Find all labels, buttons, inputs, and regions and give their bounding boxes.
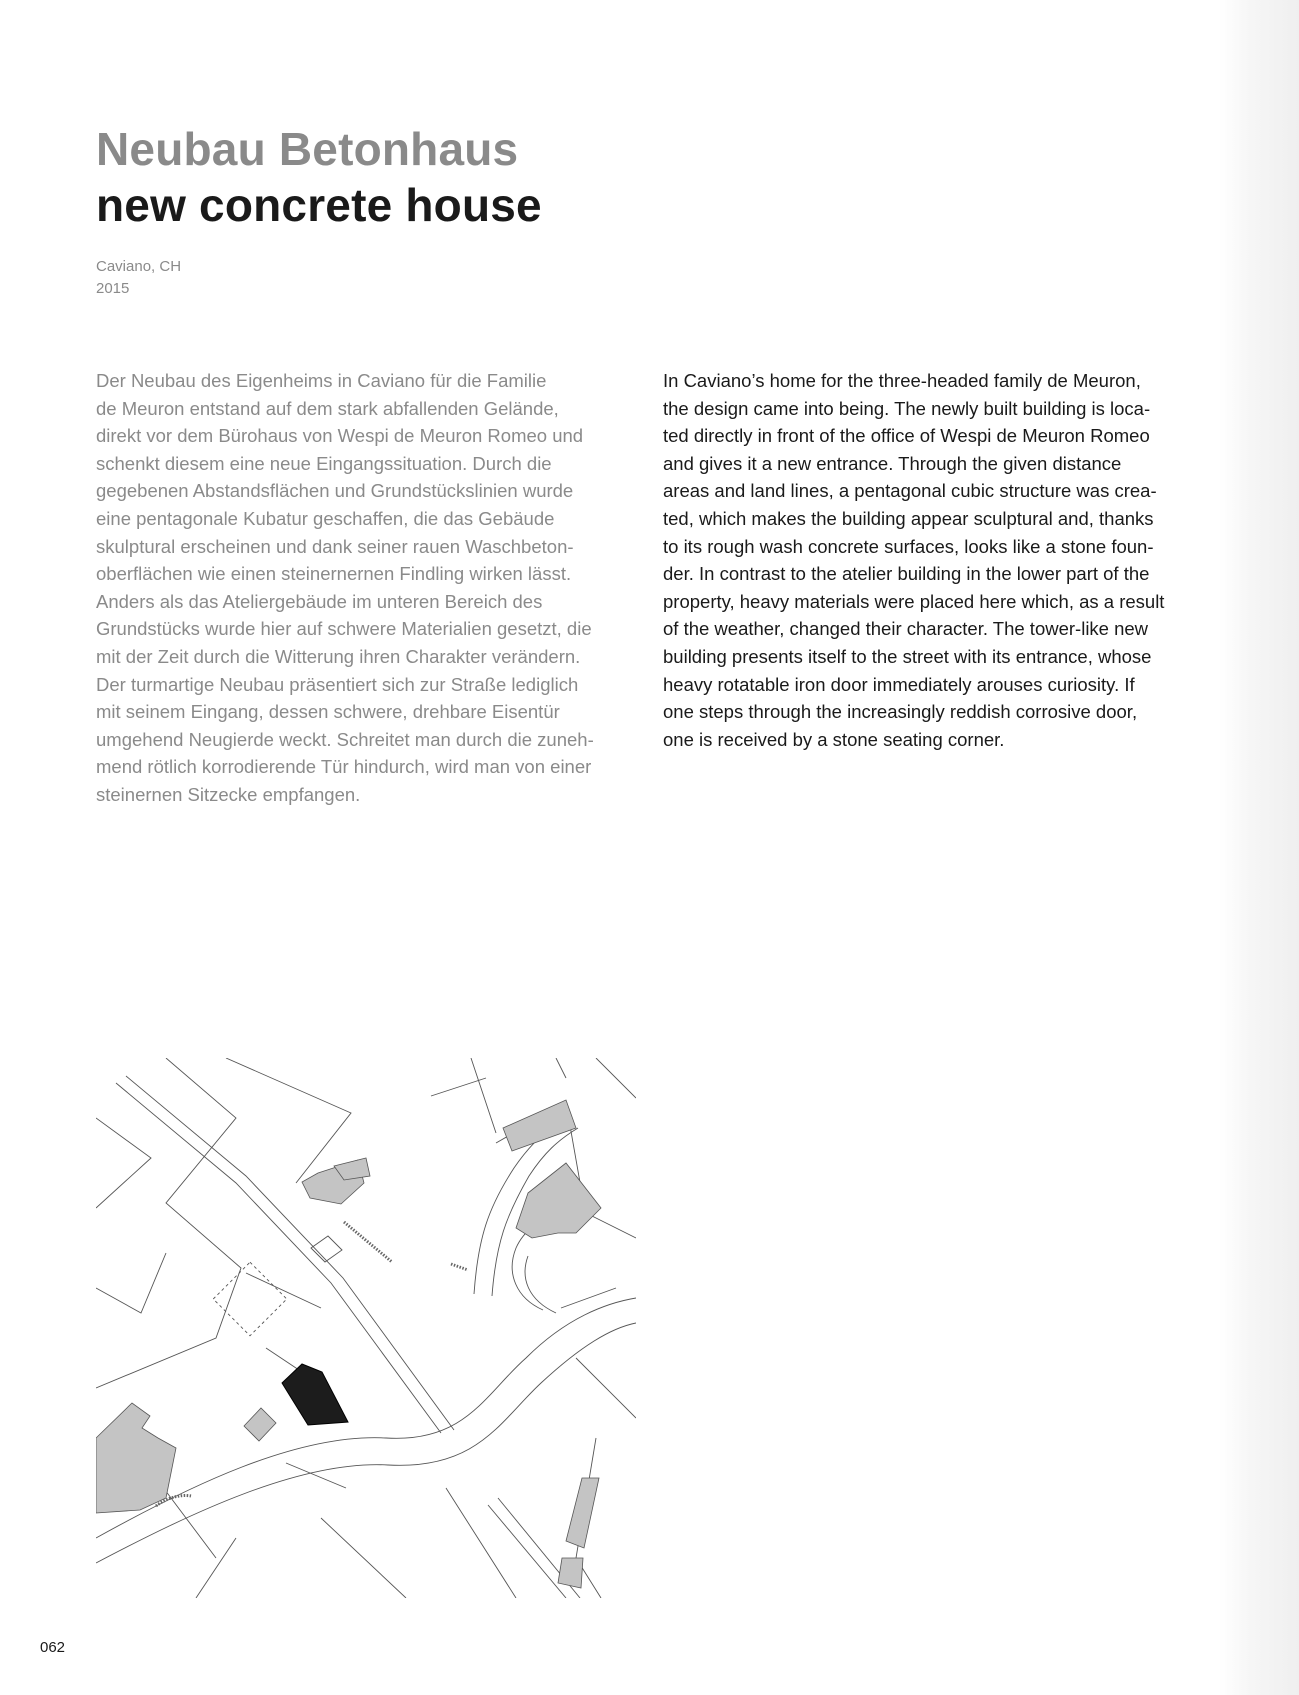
road-edge-south [96, 1323, 636, 1563]
page-gutter-shadow [1219, 0, 1299, 1695]
text-line: mit der Zeit durch die Witterung ihren Charakter verändern. [96, 645, 581, 667]
text-line: the design came into being. The newly built building is loca- [663, 397, 1151, 419]
text-line: der. In contrast to the atelier building in the lower part of the [663, 563, 1150, 585]
footpath-se-a [488, 1505, 566, 1598]
text-line: gegebenen Abstandsflächen und Grundstückslinien wurde [96, 480, 574, 502]
title-german: Neubau Betonhaus [96, 123, 519, 175]
property-lines [96, 1058, 636, 1598]
road-edge-north [96, 1298, 636, 1538]
text-line: areas and land lines, a pentagonal cubic structure was crea- [663, 480, 1157, 502]
new-concrete-house [282, 1364, 348, 1425]
building-north-east [503, 1100, 576, 1151]
german-text-column [96, 367, 636, 809]
text-line: property, heavy materials were placed here which, as a result [663, 590, 1165, 612]
text-line: heavy rotatable iron door immediately arouses curiosity. If [663, 673, 1135, 695]
footpath-line-a [116, 1083, 441, 1433]
text-line: steinernen Sitzecke empfangen. [96, 783, 361, 805]
project-meta [96, 256, 181, 300]
text-line: In Caviano’s home for the three-headed family de Meuron, [663, 370, 1141, 391]
text-line: Grundstücks wurde hier auf schwere Materialien gesetzt, die [96, 618, 592, 640]
text-line: schenkt diesem eine neue Eingangssituation. Durch die [96, 452, 552, 474]
text-line: one is received by a stone seating corner. [663, 728, 1005, 750]
text-line: Der turmartige Neubau präsentiert sich zur Straße lediglich [96, 673, 579, 695]
text-line: building presents itself to the street with its entrance, whose [663, 645, 1152, 667]
existing-plot-outline [213, 1262, 287, 1336]
text-line: oberflächen wie einen steinernernen Findling wirken lässt. [96, 563, 572, 585]
text-line: one steps through the increasingly reddish corrosive door, [663, 701, 1138, 723]
text-line: to its rough wash concrete surfaces, looks like a stone foun- [663, 535, 1154, 557]
building-west [96, 1403, 176, 1513]
text-line: mend rötlich korrodierende Tür hindurch, wird man von einer [96, 756, 592, 778]
stairs-road [451, 1264, 468, 1270]
text-line: Der Neubau des Eigenheims in Caviano für die Familie [96, 370, 547, 391]
text-line: of the weather, changed their character. The tower-like new [663, 618, 1149, 640]
text-line: eine pentagonale Kubatur geschaffen, die das Gebäude [96, 507, 555, 529]
building-south-east [566, 1478, 599, 1548]
project-year: 2015 [96, 280, 130, 297]
page-number: 062 [40, 1639, 66, 1656]
text-line: Anders als das Ateliergebäude im unteren Bereich des [96, 590, 543, 612]
project-location: Caviano, CH [96, 258, 182, 275]
driveway-curve-inner [525, 1256, 556, 1313]
text-line: mit seinem Eingang, dessen schwere, drehbare Eisentür [96, 701, 560, 723]
building-south-west-small [244, 1408, 276, 1441]
text-line: skulptural erscheinen und dank seiner rauen Waschbeton- [96, 535, 574, 557]
text-line: ted directly in front of the office of Wespi de Meuron Romeo [663, 425, 1150, 447]
site-plan [96, 1058, 636, 1598]
english-text-column [663, 367, 1203, 753]
text-line: direkt vor dem Bürohaus von Wespi de Meuron Romeo und [96, 425, 584, 447]
text-line: de Meuron entstand auf dem stark abfallenden Gelände, [96, 397, 559, 419]
text-line: and gives it a new entrance. Through the given distance [663, 452, 1122, 474]
text-line: ted, which makes the building appear sculptural and, thanks [663, 507, 1154, 529]
text-line: umgehend Neugierde weckt. Schreitet man durch die zuneh- [96, 728, 594, 750]
building-south-east-small [558, 1558, 583, 1588]
building-east-large [516, 1163, 601, 1238]
title-english: new concrete house [96, 179, 542, 231]
stairs-north [344, 1222, 392, 1262]
